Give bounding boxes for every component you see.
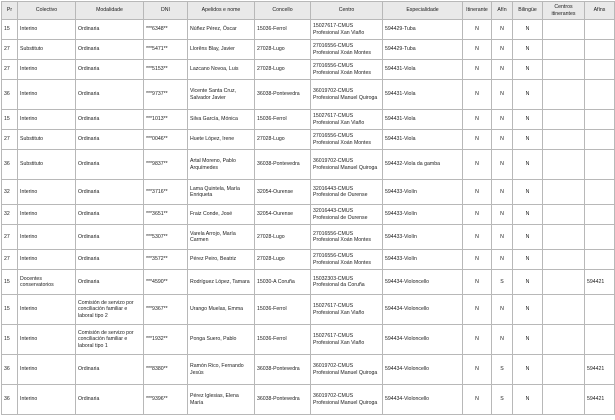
cell-concello: 36038-Pontevedra <box>255 80 311 110</box>
cell-afin: S <box>492 385 513 415</box>
cell-concello: 27028-Lugo <box>255 40 311 60</box>
cell-modalidade: Ordinaria <box>76 130 144 150</box>
cell-centro: 32016443-CMUS Profesional de Ourense <box>311 180 383 205</box>
cell-dni: ***3716** <box>144 180 188 205</box>
cell-afins <box>585 20 615 40</box>
cell-dni: ***3572** <box>144 250 188 270</box>
header-afin: Afín <box>492 2 513 20</box>
cell-modalidade: Ordinaria <box>76 20 144 40</box>
cell-pr: 32 <box>2 180 18 205</box>
table-row <box>2 270 615 295</box>
cell-centros-itinerantes <box>543 180 585 205</box>
cell-itinerante: N <box>463 20 492 40</box>
cell-concello: 36038-Pontevedra <box>255 385 311 415</box>
header-row <box>2 2 615 20</box>
cell-concello: 15036-Ferrol <box>255 325 311 355</box>
cell-bilingue: N <box>513 355 543 385</box>
cell-itinerante: N <box>463 250 492 270</box>
cell-pr: 27 <box>2 250 18 270</box>
cell-concello: 15036-Ferrol <box>255 20 311 40</box>
cell-itinerante: N <box>463 270 492 295</box>
cell-concello: 27028-Lugo <box>255 250 311 270</box>
cell-centros-itinerantes <box>543 325 585 355</box>
cell-colectivo: Interino <box>18 205 76 225</box>
cell-dni: ***5153** <box>144 60 188 80</box>
cell-colectivo: Interino <box>18 110 76 130</box>
cell-bilingue: N <box>513 40 543 60</box>
cell-dni: ***1013** <box>144 110 188 130</box>
cell-bilingue: N <box>513 250 543 270</box>
cell-dni: ***9367** <box>144 295 188 325</box>
cell-dni: ***9396** <box>144 385 188 415</box>
cell-dni: ***0046** <box>144 130 188 150</box>
cell-bilingue: N <box>513 80 543 110</box>
cell-bilingue: N <box>513 20 543 40</box>
table-row <box>2 180 615 205</box>
cell-especialidade: 594431-Viola <box>383 110 463 130</box>
cell-dni: ***6348** <box>144 20 188 40</box>
table-row <box>2 355 615 385</box>
cell-especialidade: 594434-Violoncello <box>383 385 463 415</box>
cell-colectivo: Interino <box>18 325 76 355</box>
cell-afin: N <box>492 295 513 325</box>
cell-bilingue: N <box>513 295 543 325</box>
cell-centros-itinerantes <box>543 295 585 325</box>
cell-afins: 594421 <box>585 270 615 295</box>
header-centros-itinerantes: Centros itinerantes <box>543 2 585 20</box>
cell-modalidade: Ordinaria <box>76 80 144 110</box>
cell-modalidade: Comisión de servizo por conciliación familiar e laboral tipo 1 <box>76 325 144 355</box>
cell-centro: 15027617-CMUS Profesional Xan Viaño <box>311 325 383 355</box>
cell-centro: 32016443-CMUS Profesional de Ourense <box>311 205 383 225</box>
cell-concello: 27028-Lugo <box>255 225 311 250</box>
header-afins: Afíns <box>585 2 615 20</box>
cell-centros-itinerantes <box>543 270 585 295</box>
cell-bilingue: N <box>513 225 543 250</box>
cell-afins <box>585 225 615 250</box>
cell-apelidos-nome: Ramón Rico, Fernando Jesús <box>188 355 255 385</box>
cell-apelidos-nome: Pérez Peiro, Beatriz <box>188 250 255 270</box>
cell-centros-itinerantes <box>543 225 585 250</box>
cell-apelidos-nome: Lazcano Novoa, Luis <box>188 60 255 80</box>
cell-dni: ***4590** <box>144 270 188 295</box>
cell-centro: 27016556-CMUS Profesional Xoán Montes <box>311 225 383 250</box>
cell-itinerante: N <box>463 385 492 415</box>
cell-concello: 15036-Ferrol <box>255 110 311 130</box>
cell-pr: 36 <box>2 150 18 180</box>
cell-afins <box>585 130 615 150</box>
cell-centro: 36019702-CMUS Profesional Manuel Quiroga <box>311 150 383 180</box>
cell-centros-itinerantes <box>543 60 585 80</box>
table-row <box>2 250 615 270</box>
cell-especialidade: 594433-Violín <box>383 180 463 205</box>
cell-afin: N <box>492 80 513 110</box>
cell-centros-itinerantes <box>543 205 585 225</box>
cell-itinerante: N <box>463 60 492 80</box>
cell-afin: S <box>492 355 513 385</box>
cell-apelidos-nome: Pérez Iglesias, Elena María <box>188 385 255 415</box>
table-row <box>2 385 615 415</box>
cell-apelidos-nome: Ponga Suero, Pablo <box>188 325 255 355</box>
cell-pr: 27 <box>2 130 18 150</box>
cell-apelidos-nome: Varela Arrojo, María Carmen <box>188 225 255 250</box>
cell-modalidade: Comisión de servizo por conciliación familiar e laboral tipo 2 <box>76 295 144 325</box>
table-row <box>2 110 615 130</box>
cell-especialidade: 594431-Viola <box>383 80 463 110</box>
cell-pr: 36 <box>2 355 18 385</box>
cell-colectivo: Interino <box>18 20 76 40</box>
cell-pr: 32 <box>2 205 18 225</box>
cell-concello: 15036-Ferrol <box>255 295 311 325</box>
table-row <box>2 225 615 250</box>
header-bilingue: Bilingüe <box>513 2 543 20</box>
cell-modalidade: Ordinaria <box>76 270 144 295</box>
cell-colectivo: Interino <box>18 80 76 110</box>
cell-dni: ***9837** <box>144 150 188 180</box>
cell-centro: 15027617-CMUS Profesional Xan Viaño <box>311 110 383 130</box>
cell-afin: N <box>492 130 513 150</box>
cell-pr: 15 <box>2 270 18 295</box>
cell-apelidos-nome: Rodríguez López, Tamara <box>188 270 255 295</box>
cell-afins <box>585 110 615 130</box>
cell-bilingue: N <box>513 180 543 205</box>
cell-afin: N <box>492 40 513 60</box>
cell-especialidade: 594434-Violoncello <box>383 270 463 295</box>
cell-itinerante: N <box>463 355 492 385</box>
cell-colectivo: Interino <box>18 60 76 80</box>
cell-concello: 36038-Pontevedra <box>255 355 311 385</box>
table-row <box>2 150 615 180</box>
cell-centros-itinerantes <box>543 355 585 385</box>
cell-especialidade: 594432-Viola da gamba <box>383 150 463 180</box>
cell-itinerante: N <box>463 150 492 180</box>
cell-modalidade: Ordinaria <box>76 355 144 385</box>
cell-centro: 36019702-CMUS Profesional Manuel Quiroga <box>311 355 383 385</box>
cell-dni: ***8380** <box>144 355 188 385</box>
cell-itinerante: N <box>463 40 492 60</box>
table-row <box>2 80 615 110</box>
cell-afins: 594421 <box>585 355 615 385</box>
cell-apelidos-nome: Artal Moreno, Pablo Arquímedes <box>188 150 255 180</box>
cell-concello: 27028-Lugo <box>255 60 311 80</box>
cell-afin: N <box>492 205 513 225</box>
cell-modalidade: Ordinaria <box>76 385 144 415</box>
cell-bilingue: N <box>513 270 543 295</box>
cell-itinerante: N <box>463 80 492 110</box>
header-especialidade: Especialidade <box>383 2 463 20</box>
header-itinerante: Itinerante <box>463 2 492 20</box>
cell-afin: N <box>492 180 513 205</box>
cell-pr: 15 <box>2 295 18 325</box>
cell-bilingue: N <box>513 60 543 80</box>
cell-afins <box>585 80 615 110</box>
cell-itinerante: N <box>463 325 492 355</box>
cell-afin: S <box>492 270 513 295</box>
cell-centro: 27016556-CMUS Profesional Xoán Montes <box>311 40 383 60</box>
cell-colectivo: Interino <box>18 385 76 415</box>
cell-dni: ***9737** <box>144 80 188 110</box>
table-row <box>2 60 615 80</box>
cell-modalidade: Ordinaria <box>76 110 144 130</box>
cell-pr: 15 <box>2 110 18 130</box>
table-row <box>2 325 615 355</box>
cell-afin: N <box>492 225 513 250</box>
cell-especialidade: 594429-Tuba <box>383 20 463 40</box>
cell-especialidade: 594434-Violoncello <box>383 325 463 355</box>
cell-afins <box>585 180 615 205</box>
cell-centro: 36019702-CMUS Profesional Manuel Quiroga <box>311 385 383 415</box>
cell-centros-itinerantes <box>543 80 585 110</box>
cell-afins <box>585 205 615 225</box>
cell-afin: N <box>492 250 513 270</box>
cell-centro: 15032303-CMUS Profesional da Coruña <box>311 270 383 295</box>
cell-bilingue: N <box>513 385 543 415</box>
cell-afins <box>585 40 615 60</box>
cell-afins <box>585 295 615 325</box>
table-row <box>2 130 615 150</box>
cell-pr: 27 <box>2 60 18 80</box>
header-apelidos-nome: Apelidos e nome <box>188 2 255 20</box>
cell-itinerante: N <box>463 295 492 325</box>
cell-afins <box>585 250 615 270</box>
cell-pr: 27 <box>2 225 18 250</box>
cell-modalidade: Ordinaria <box>76 205 144 225</box>
cell-especialidade: 594431-Viola <box>383 60 463 80</box>
cell-modalidade: Ordinaria <box>76 150 144 180</box>
cell-centros-itinerantes <box>543 20 585 40</box>
cell-concello: 27028-Lugo <box>255 130 311 150</box>
cell-bilingue: N <box>513 325 543 355</box>
cell-colectivo: Substituto <box>18 150 76 180</box>
cell-dni: ***1932** <box>144 325 188 355</box>
table-row <box>2 205 615 225</box>
cell-modalidade: Ordinaria <box>76 225 144 250</box>
cell-pr: 36 <box>2 385 18 415</box>
cell-centro: 27016556-CMUS Profesional Xoán Montes <box>311 250 383 270</box>
header-colectivo: Colectivo <box>18 2 76 20</box>
cell-afin: N <box>492 110 513 130</box>
cell-afins <box>585 150 615 180</box>
table-body <box>2 20 615 415</box>
assignments-table <box>1 1 615 415</box>
cell-especialidade: 594431-Viola <box>383 130 463 150</box>
header-pr: Pr <box>2 2 18 20</box>
cell-afin: N <box>492 20 513 40</box>
cell-especialidade: 594434-Violoncello <box>383 295 463 325</box>
cell-afin: N <box>492 325 513 355</box>
header-centro: Centro <box>311 2 383 20</box>
table-row <box>2 20 615 40</box>
cell-especialidade: 594433-Violín <box>383 250 463 270</box>
cell-centros-itinerantes <box>543 40 585 60</box>
cell-concello: 32054-Ourense <box>255 180 311 205</box>
cell-afin: N <box>492 60 513 80</box>
cell-centro: 27016556-CMUS Profesional Xoán Montes <box>311 130 383 150</box>
cell-itinerante: N <box>463 130 492 150</box>
cell-concello: 32054-Ourense <box>255 205 311 225</box>
cell-colectivo: Interino <box>18 355 76 385</box>
cell-concello: 15030-A Coruña <box>255 270 311 295</box>
cell-dni: ***3651** <box>144 205 188 225</box>
cell-colectivo: Interino <box>18 250 76 270</box>
cell-afins <box>585 325 615 355</box>
cell-centro: 36019702-CMUS Profesional Manuel Quiroga <box>311 80 383 110</box>
cell-itinerante: N <box>463 205 492 225</box>
cell-especialidade: 594434-Violoncello <box>383 355 463 385</box>
cell-centros-itinerantes <box>543 385 585 415</box>
cell-colectivo: Docentes conservatorios <box>18 270 76 295</box>
cell-colectivo: Interino <box>18 180 76 205</box>
cell-centros-itinerantes <box>543 150 585 180</box>
cell-bilingue: N <box>513 110 543 130</box>
table-row <box>2 40 615 60</box>
header-dni: DNI <box>144 2 188 20</box>
cell-centro: 15027617-CMUS Profesional Xan Viaño <box>311 20 383 40</box>
cell-modalidade: Ordinaria <box>76 60 144 80</box>
cell-afin: N <box>492 150 513 180</box>
cell-pr: 15 <box>2 20 18 40</box>
cell-apelidos-nome: Fraiz Conde, José <box>188 205 255 225</box>
cell-apelidos-nome: Lama Quintela, María Enriqueta <box>188 180 255 205</box>
cell-centro: 27016556-CMUS Profesional Xoán Montes <box>311 60 383 80</box>
cell-modalidade: Ordinaria <box>76 180 144 205</box>
cell-especialidade: 594429-Tuba <box>383 40 463 60</box>
cell-bilingue: N <box>513 130 543 150</box>
cell-afins: 594421 <box>585 385 615 415</box>
cell-dni: ***5471** <box>144 40 188 60</box>
cell-apelidos-nome: Huete López, Irene <box>188 130 255 150</box>
cell-itinerante: N <box>463 225 492 250</box>
cell-afins <box>585 60 615 80</box>
cell-pr: 27 <box>2 40 18 60</box>
cell-especialidade: 594433-Violín <box>383 205 463 225</box>
header-concello: Concello <box>255 2 311 20</box>
cell-itinerante: N <box>463 180 492 205</box>
cell-colectivo: Interino <box>18 225 76 250</box>
cell-pr: 15 <box>2 325 18 355</box>
cell-apelidos-nome: Núñez Pérez, Óscar <box>188 20 255 40</box>
cell-modalidade: Ordinaria <box>76 40 144 60</box>
cell-colectivo: Interino <box>18 295 76 325</box>
cell-apelidos-nome: Llorêns Blay, Javier <box>188 40 255 60</box>
cell-centros-itinerantes <box>543 250 585 270</box>
cell-itinerante: N <box>463 110 492 130</box>
cell-apelidos-nome: Vicente Santa Cruz, Salvador Javier <box>188 80 255 110</box>
cell-apelidos-nome: Silva García, Mónica <box>188 110 255 130</box>
cell-centros-itinerantes <box>543 110 585 130</box>
cell-colectivo: Substituto <box>18 40 76 60</box>
cell-centro: 15027617-CMUS Profesional Xan Viaño <box>311 295 383 325</box>
cell-modalidade: Ordinaria <box>76 250 144 270</box>
cell-concello: 36038-Pontevedra <box>255 150 311 180</box>
cell-bilingue: N <box>513 150 543 180</box>
cell-apelidos-nome: Urango Muelas, Emma <box>188 295 255 325</box>
cell-colectivo: Substituto <box>18 130 76 150</box>
table-row <box>2 295 615 325</box>
cell-especialidade: 594433-Violín <box>383 225 463 250</box>
cell-centros-itinerantes <box>543 130 585 150</box>
cell-bilingue: N <box>513 205 543 225</box>
header-modalidade: Modalidade <box>76 2 144 20</box>
cell-dni: ***5307** <box>144 225 188 250</box>
cell-pr: 36 <box>2 80 18 110</box>
